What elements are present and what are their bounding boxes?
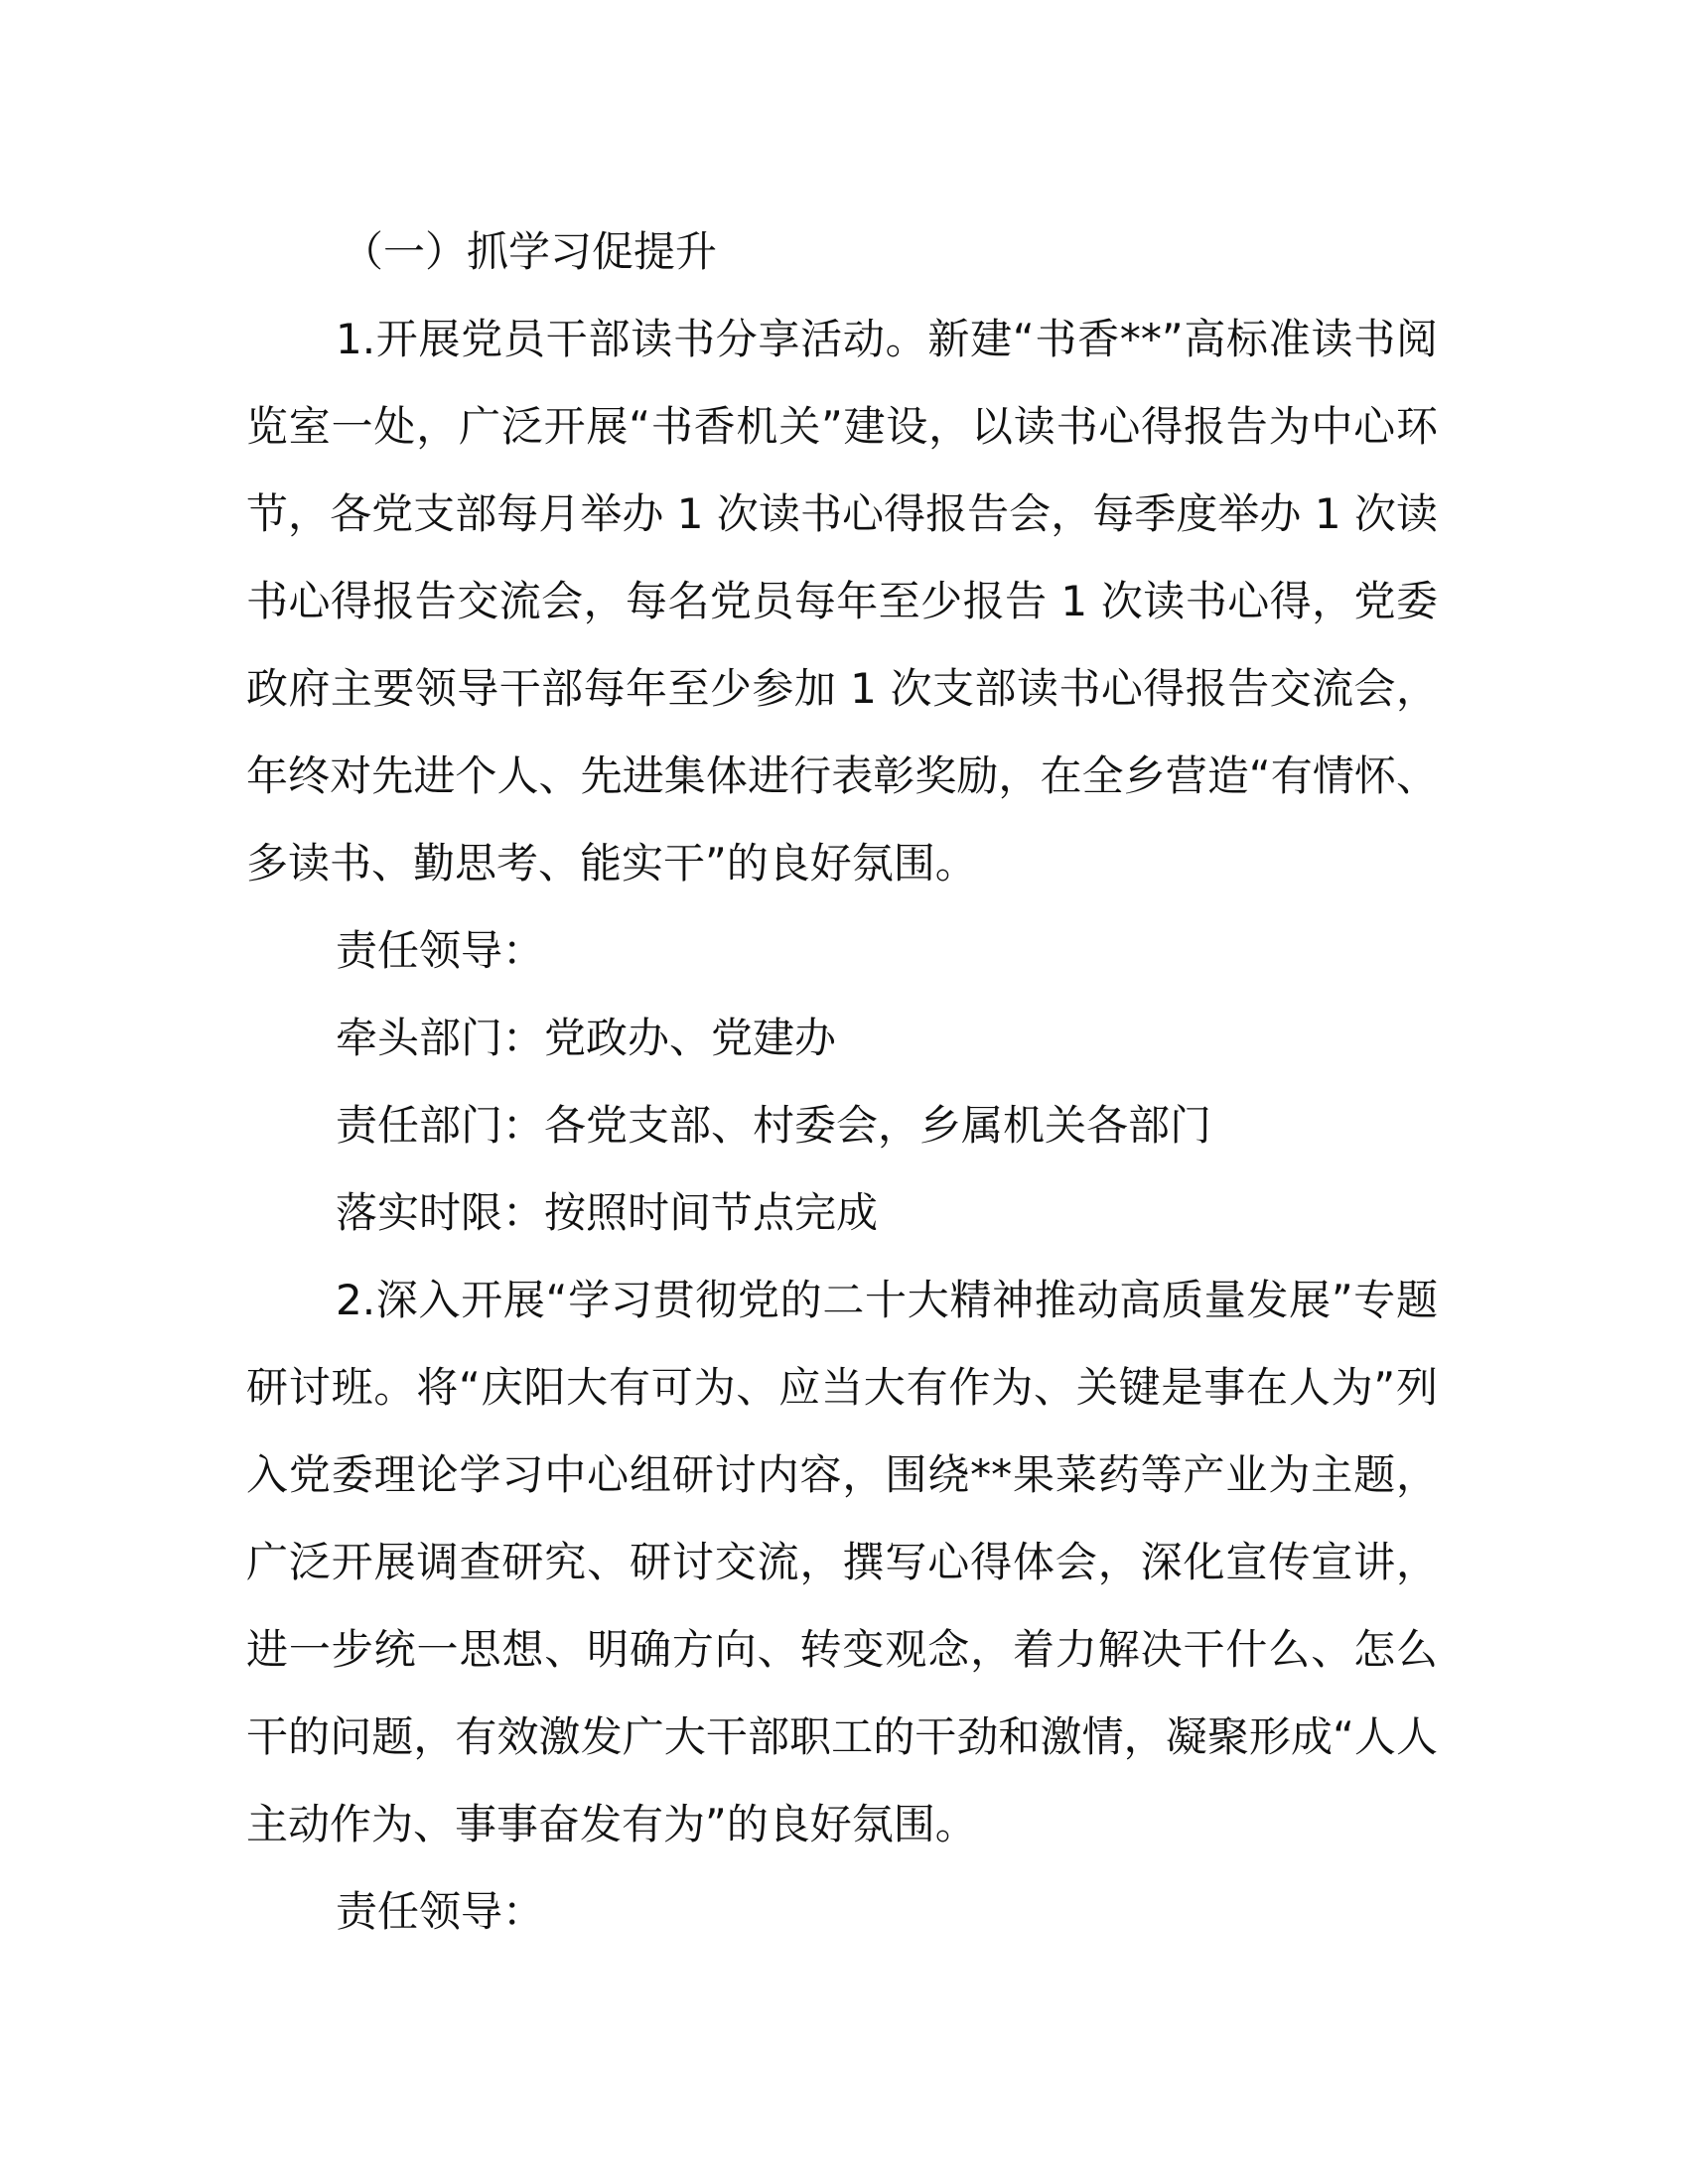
item1-responsible-department: 责任部门：各党支部、村委会，乡属机关各部门 bbox=[336, 1101, 1212, 1150]
item1-lead-department: 牵头部门：党政办、党建办 bbox=[336, 1014, 837, 1062]
section-heading: （一）抓学习促提升 bbox=[342, 227, 718, 276]
item2-paragraph: 2.深入开展“学习贯彻党的二十大精神推动高质量发展”专题研讨班。将“庆阳大有可为、应当大有作为、关键是事在人为”列入党委理论学习中心组研讨内容，围绕**果菜药等产业为主题，广泛开展调查研究、研讨交流，撰写心得体会，深化宣传宣讲，进一步统一思想、明确方向、转变观念，着力解决干什么、怎么干的问题，有效激发广大干部职工的干劲和激情，凝聚形成“人人主动作为、事事奋发有为”的良好氛围。 bbox=[246, 1276, 1438, 1848]
item2-responsible-leader: 责任领导： bbox=[336, 1887, 545, 1936]
document-body bbox=[246, 208, 1438, 1956]
item1-paragraph: 1.开展党员干部读书分享活动。新建“书香**”高标准读书阅览室一处，广泛开展“书香机关”建设，以读书心得报告为中心环节，各党支部每月举办 1 次读书心得报告会，每季度举办 1 次读书心得报告交流会，每名党员每年至少报告 1 次读书心得，党委政府主要领导干部每年至少参加 1 次支部读书心得报告交流会，年终对先进个人、先进集体进行表彰奖励，在全乡营造“有情怀、多读书、勤思考、能实干”的良好氛围。 bbox=[246, 315, 1438, 887]
item1-responsible-leader: 责任领导： bbox=[336, 926, 545, 975]
item1-deadline: 落实时限：按照时间节点完成 bbox=[336, 1188, 879, 1237]
